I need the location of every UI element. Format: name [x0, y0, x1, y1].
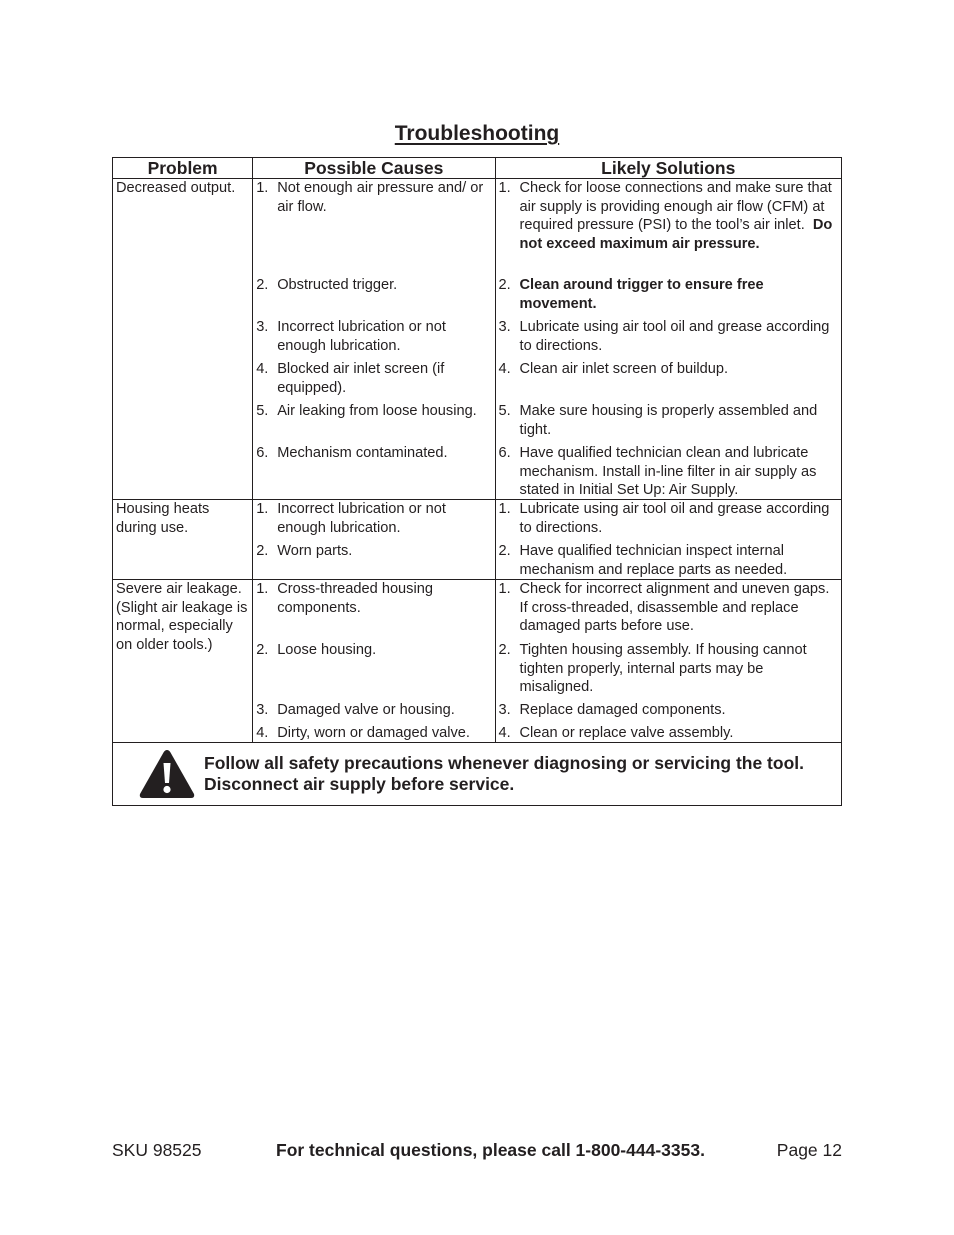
tech-support-phone: For technical questions, please call 1-800-444-3353. — [276, 1140, 705, 1160]
exclamation-warning-icon — [138, 748, 196, 800]
table-row — [113, 500, 842, 580]
problem-cell: Housing heats during use. — [113, 500, 253, 580]
table-row — [113, 580, 842, 743]
solution-item: 2. Clean around trigger to ensure free movement. — [498, 277, 764, 312]
table-header-row — [113, 158, 842, 179]
solution-item: 2. Tighten housing assembly. If housing cannot tighten properly, internal parts may be misaligned. — [498, 642, 807, 696]
cause-item: 3. Damaged valve or housing. — [256, 702, 455, 718]
troubleshooting-table — [112, 157, 842, 806]
solution-item: 4. Clean air inlet screen of buildup. — [498, 361, 729, 377]
cause-item: 1. Cross-threaded housing components. — [256, 581, 433, 616]
cause-item: 5. Air leaking from loose housing. — [256, 403, 477, 419]
causes-cell — [253, 179, 495, 500]
cause-item: 4. Blocked air inlet screen (if equipped). — [256, 361, 445, 396]
solution-item: 4. Clean or replace valve assembly. — [498, 725, 734, 741]
cause-item: 2. Worn parts. — [256, 543, 353, 559]
solution-item: 1. Lubricate using air tool oil and grease according to directions. — [498, 501, 830, 536]
table-row — [113, 179, 842, 500]
cause-item: 1. Incorrect lubrication or not enough lubrication. — [256, 501, 446, 536]
header-causes: Possible Causes — [253, 158, 495, 179]
page-number: Page 12 — [776, 1140, 842, 1160]
solutions-cell — [495, 500, 841, 580]
cause-item: 4. Dirty, worn or damaged valve. — [256, 725, 470, 741]
safety-warning — [113, 743, 841, 805]
solution-item: 1. Check for loose connections and make sure that air supply is providing enough air flow (CFM) at required pressure (PSI) to the tool’s air inlet. Do not exceed maximum air pressure. — [498, 180, 833, 252]
solutions-cell — [495, 580, 841, 743]
cause-item: 2. Obstructed trigger. — [256, 277, 398, 293]
warning-row — [113, 743, 842, 806]
header-problem: Problem — [113, 158, 253, 179]
solution-item: 3. Lubricate using air tool oil and grease according to directions. — [498, 319, 830, 354]
causes-cell — [253, 500, 495, 580]
problem-cell: Severe air leakage. (Slight air leakage is normal, especially on older tools.) — [113, 580, 253, 743]
solution-item: 6. Have qualified technician clean and lubricate mechanism. Install in-line filter in air supply as stated in Initial Set Up: Air Supply. — [498, 445, 817, 499]
cause-item: 3. Incorrect lubrication or not enough lubrication. — [256, 319, 446, 354]
cause-item: 1. Not enough air pressure and/ or air flow. — [256, 180, 484, 215]
causes-cell — [253, 580, 495, 743]
cause-item: 6. Mechanism contaminated. — [256, 445, 448, 461]
solution-item: 2. Have qualified technician inspect internal mechanism and replace parts as needed. — [498, 543, 788, 578]
warning-text: Follow all safety precautions whenever diagnosing or servicing the tool. Disconnect air supply before service. — [204, 752, 804, 794]
page-title: Troubleshooting — [394, 122, 560, 145]
header-solutions: Likely Solutions — [495, 158, 841, 179]
solutions-cell — [495, 179, 841, 500]
solution-item: 1. Check for incorrect alignment and uneven gaps. If cross-threaded, disassemble and replace damaged parts before use. — [498, 581, 830, 635]
solution-item: 5. Make sure housing is properly assembled and tight. — [498, 403, 818, 438]
cause-item: 2. Loose housing. — [256, 642, 377, 658]
solution-item: 3. Replace damaged components. — [498, 702, 726, 718]
sku-number: SKU 98525 — [112, 1140, 202, 1160]
problem-cell: Decreased output. — [113, 179, 253, 500]
